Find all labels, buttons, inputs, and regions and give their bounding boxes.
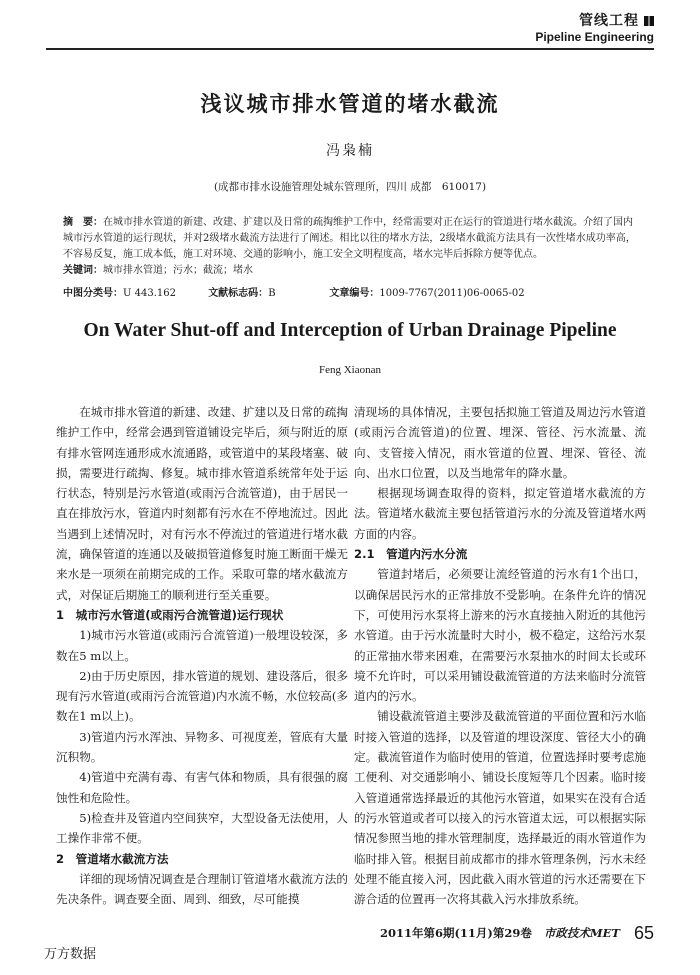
section-heading: 2 管道堵水截流方法 — [56, 851, 169, 866]
body-column-left — [56, 402, 348, 909]
paragraph: 在城市排水管道的新建、改建、扩建以及日常的疏掏维护工作中，经常会遇到管道铺设完毕后，须与附近的原有排水管网连通形成水流通路，或管道中的某段堵塞、破损，需要进行疏掏、修复。城市排水管道系统常年处于运行状态，特别是污水管道(或雨污合流管道)，由于居民一直在排放污水，管道内时刻都有污水在不停地流过。因此当遇到上述情况时，对有污水不停流过的管道进行堵水截流，确保管道的连通以及破损管道修复时施工断面干燥无来水是一项须在前期完成的工作。采取可靠的堵水截流方式，对保证后期施工的顺利进行至关重要。 — [56, 405, 348, 602]
journal-name: 市政技术MET — [543, 926, 620, 940]
author-affiliation: (成都市排水设施管理处城东管理所，四川 成都 610017) — [213, 181, 487, 193]
author-name-en: Feng Xiaonan — [318, 364, 381, 376]
list-item: 4)管道中充满有毒、有害气体和物质，具有很强的腐蚀性和危险性。 — [56, 770, 348, 805]
list-item: 1)城市污水管道(或雨污合流管道)一般埋设较深，多数在5 m以上。 — [56, 628, 348, 663]
subsection-heading: 2.1 管道内污水分流 — [354, 547, 468, 562]
section-heading: 1 城市污水管道(或雨污合流管道)运行现状 — [56, 607, 284, 622]
paragraph: 清现场的具体情况，主要包括拟施工管道及周边污水管道(或雨污合流管道)的位置、埋深、管径、污水流量、流向、支管接入情况，雨水管道的位置、埋深、管径、流向、出水口位置，以及当地常年的降水量。 — [354, 405, 646, 480]
paragraph: 根据现场调查取得的资料，拟定管道堵水截流的方法。管道堵水截流主要包括管道污水的分流及管道堵水两方面的内容。 — [354, 486, 646, 541]
paragraph: 详细的现场情况调查是合理制订管道堵水截流方法的先决条件。调查要全面、周到、细致，尽可能摸 — [56, 871, 348, 907]
page-footer — [380, 921, 654, 942]
header-divider — [46, 48, 654, 50]
classification-line: 中图分类号：U 443.162 文献标志码：B 文章编号：1009-7767(2011)06-0065-02 — [63, 288, 525, 299]
journal-section-title: 管线工程 — [579, 10, 654, 30]
author-name-cn: 冯枭楠 — [326, 143, 374, 159]
abstract: 摘 要：在城市排水管道的新建、改建、扩建以及日常的疏掏维护工作中，经常需要对正在运行的管道进行堵水截流。介绍了国内城市污水管道的运行现状，并对2级堵水截流方法进行了阐述。相比以往的堵水方法，2级堵水截流方法具有一次性堵水成功率高，不容易反复，施工成本低，施工对环境、交通的影响小，施工安全文明程度高，堵水完毕后拆除方便等优点。 — [63, 217, 636, 260]
list-item: 5)检查井及管道内空间狭窄，大型设备无法使用，人工操作非常不便。 — [56, 810, 348, 846]
watermark: 万方数据 — [44, 947, 97, 962]
keywords: 关键词：城市排水管道；污水；截流；堵水 — [63, 265, 253, 276]
abstract-block — [63, 215, 637, 279]
page-number: 65 — [633, 923, 654, 943]
section-marker-icon — [644, 16, 654, 26]
list-item: 3)管道内污水浑浊、异物多、可视度差，管底有大量沉积物。 — [56, 729, 348, 765]
paragraph: 管道封堵后，必须要让流经管道的污水有1个出口，以确保居民污水的正常排放不受影响。在条件允许的情况下，可使用污水泵将上游来的污水直接抽入附近的其他污水管道。由于污水流量时大时小，极不稳定，这给污水泵的正常抽水带来困难，在需要污水泵抽水的时间太长或环境不允许时，可以采用铺设截流管道的方法来临时分流管道内的污水。 — [354, 567, 646, 704]
journal-section-subtitle: Pipeline Engineering — [535, 30, 654, 44]
article-title-en: On Water Shut-off and Interception of Urban Drainage Pipeline — [83, 320, 617, 341]
list-item: 2)由于历史原因，排水管道的规划、建设落后，很多现有污水管道(或雨污合流管道)内水流不畅，水位较高(多数在1 m以上)。 — [56, 668, 348, 724]
article-title-cn: 浅议城市排水管道的堵水截流 — [200, 92, 500, 116]
paragraph: 铺设截流管道主要涉及截流管道的平面位置和污水临时接入管道的选择，以及管道的埋设深度、管径大小的确定。截流管道作为临时使用的管道，位置选择时要考虑施工便利、对交通影响小、铺设长度短等几个因素。临时接入管道通常选择最近的其他污水管道，如果实在没有合适的污水管道或者可以接入的污水管道太远，可以根据实际情况参照当地的排水管理制度，选择最近的雨水管道作为临时排入管。根据目前成都市的排水管理条例，污水未经处理不能直接入河，因此截入雨水管道的污水还需要在下游合适的位置再一次将其截入污水排放系统。 — [354, 709, 646, 907]
issue-info: 2011年第6期(11月)第29卷 — [379, 926, 532, 940]
body-column-right — [354, 402, 646, 909]
